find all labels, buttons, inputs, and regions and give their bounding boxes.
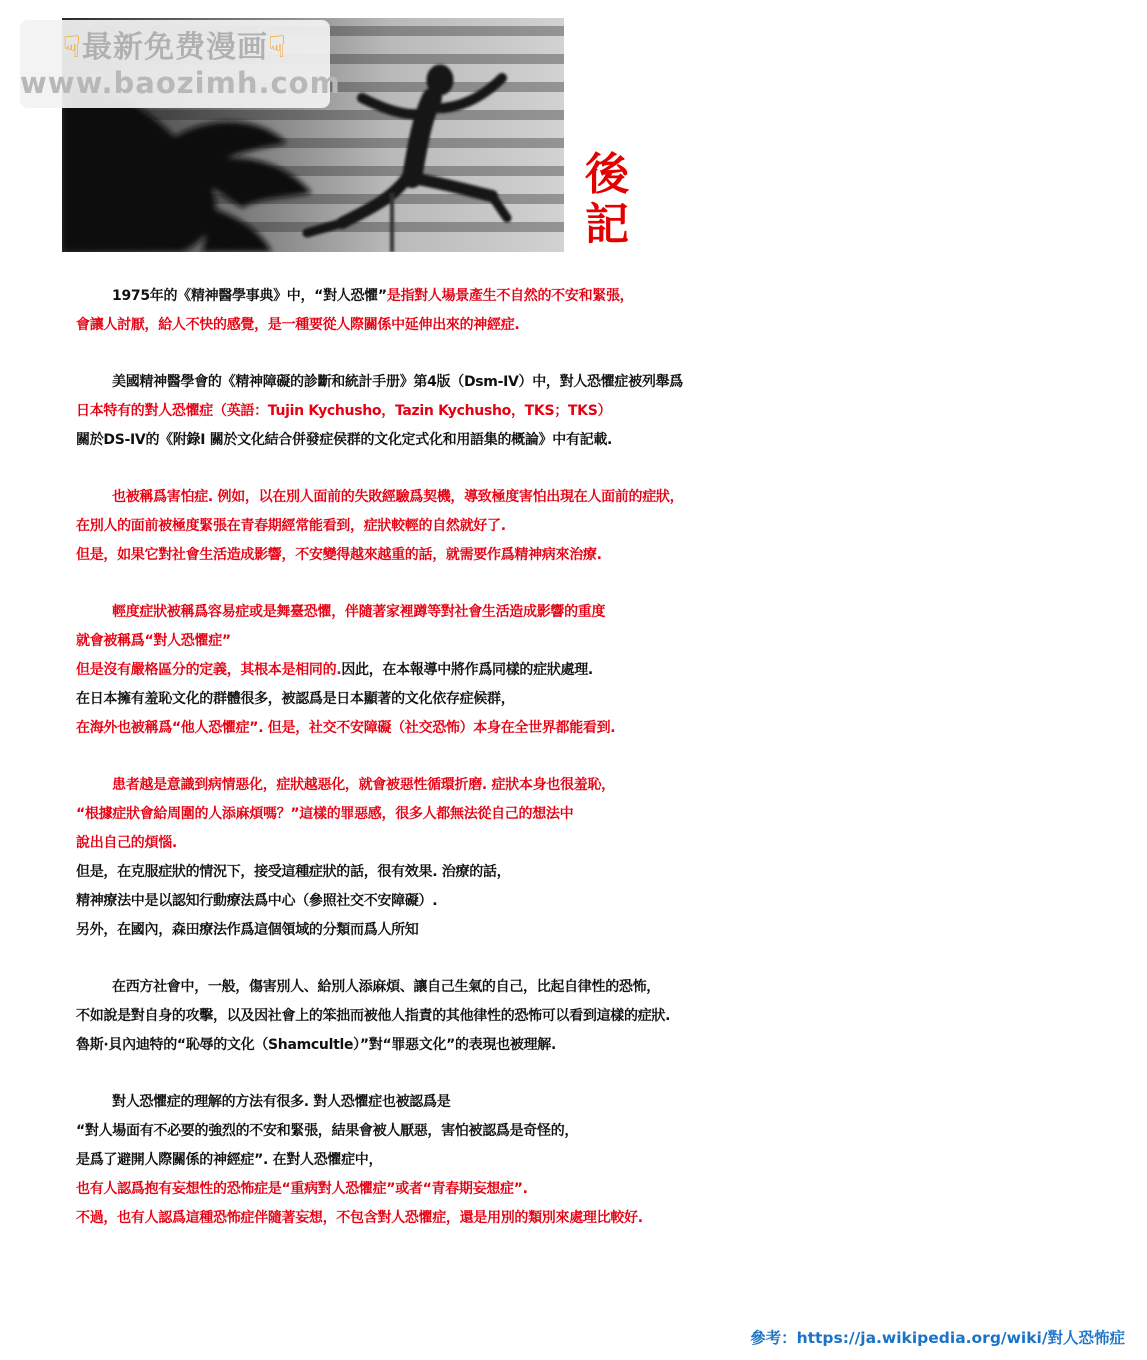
title-char-2: 記: [585, 199, 629, 250]
text-line: “對人場面有不必要的強烈的不安和緊張，結果會被人厭惡，害怕被認爲是奇怪的，: [76, 1123, 579, 1139]
title-char-1: 後: [585, 149, 629, 200]
text-line-emphasis: 輕度症狀被稱爲容易症或是舞臺恐懼，伴隨著家裡蹲等對社會生活造成影響的重度: [112, 604, 606, 620]
text-line: 對人恐懼症的理解的方法有很多. 對人恐懼症也被認爲是: [112, 1094, 451, 1110]
page-title: [580, 150, 634, 250]
text-line-emphasis: 會讓人討厭，給人不快的感覺，是一種要從人際關係中延伸出來的神經症.: [76, 317, 520, 333]
text-line-emphasis: 不過，也有人認爲這種恐怖症伴隨著妄想，不包含對人恐懼症，還是用別的類別來處理比較好.: [76, 1210, 643, 1226]
reference-link[interactable]: 參考：https://ja.wikipedia.org/wiki/對人恐怖症: [750, 1329, 1125, 1347]
paragraph-6: [76, 973, 1136, 1060]
paragraph-7: [76, 1088, 1136, 1233]
text-span-emphasis: 是指對人場景產生不自然的不安和緊張，: [386, 288, 634, 304]
paragraph-2: [76, 368, 1136, 455]
afterword-body: [76, 282, 1136, 1261]
text-line-emphasis: 在海外也被稱爲“他人恐懼症”. 但是，社交不安障礙（社交恐怖）本身在全世界都能看到.: [76, 720, 616, 736]
text-line: [76, 282, 1136, 311]
pointing-hand-icon: ☟: [268, 30, 288, 65]
text-line-emphasis: 但是，如果它對社會生活造成影響，不安變得越來越重的話，就需要作爲精神病來治療.: [76, 547, 602, 563]
text-line-emphasis: 在別人的面前被極度緊張在青春期經常能看到，症狀較輕的自然就好了.: [76, 518, 506, 534]
text-line-emphasis: 日本特有的對人恐懼症（英語：Tujin Kychusho，Tazin Kychusho，TKS；TKS）: [76, 403, 612, 419]
text-span-emphasis: 但是沒有嚴格區分的定義，其根本是相同的.: [76, 662, 342, 678]
paragraph-1: [76, 282, 1136, 340]
text-line: 但是，在克服症狀的情況下，接受這種症狀的話，很有效果. 治療的話，: [76, 864, 511, 880]
pointing-hand-icon: ☟: [62, 30, 82, 65]
text-line: 另外，在國內，森田療法作爲這個領域的分類而爲人所知: [76, 922, 419, 938]
text-line: 在西方社會中，一般，傷害別人、給別人添麻煩、讓自己生氣的自己，比起自律性的恐怖，: [112, 979, 660, 995]
text-line: 美國精神醫學會的《精神障礙的診斷和統計手册》第4版（Dsm-IV）中，對人恐懼症被列舉爲: [112, 374, 683, 390]
watermark-title-text: 最新免费漫画: [82, 30, 268, 65]
watermark-banner: [20, 20, 341, 108]
text-line: [76, 656, 1136, 685]
paragraph-5: [76, 771, 1136, 945]
paragraph-3: [76, 483, 1136, 570]
paragraph-4: [76, 598, 1136, 743]
text-span: 1975年的《精神醫學事典》中，“對人恐懼”: [112, 288, 387, 304]
watermark-title: [20, 30, 330, 66]
text-line-emphasis: 也有人認爲抱有妄想性的恐怖症是“重病對人恐懼症”或者“青春期妄想症”.: [76, 1181, 528, 1197]
text-line-emphasis: “根據症狀會給周圍的人添麻煩嗎？”這樣的罪惡感，很多人都無法從自己的想法中: [76, 806, 574, 822]
text-line: 在日本擁有羞恥文化的群體很多，被認爲是日本顯著的文化依存症候群，: [76, 691, 515, 707]
watermark-url: www.baozimh.com: [20, 66, 341, 100]
text-line-emphasis: 患者越是意識到病情惡化，症狀越惡化，就會被惡性循環折磨. 症狀本身也很羞恥，: [112, 777, 615, 793]
text-line-emphasis: 就會被稱爲“對人恐懼症”: [76, 633, 231, 649]
text-line: 不如說是對自身的攻擊，以及因社會上的笨拙而被他人指責的其他律性的恐怖可以看到這樣的症狀.: [76, 1008, 671, 1024]
text-line: 魯斯·貝內迪特的“恥辱的文化（Shamcultle）”對“罪惡文化”的表現也被理解.: [76, 1037, 556, 1053]
text-span: 因此，在本報導中將作爲同樣的症狀處理.: [341, 662, 593, 678]
text-line: 精神療法中是以認知行動療法爲中心（參照社交不安障礙）.: [76, 893, 438, 909]
text-line: 關於DS-IV的《附錄I 關於文化結合併發症侯群的文化定式化和用語集的概論》中有記載.: [76, 432, 613, 448]
text-line-emphasis: 也被稱爲害怕症. 例如，以在別人面前的失敗經驗爲契機，導致極度害怕出現在人面前的症狀，: [112, 489, 684, 505]
text-line: 是爲了避開人際關係的神經症”. 在對人恐懼症中，: [76, 1152, 383, 1168]
text-line-emphasis: 說出自己的煩惱.: [76, 835, 177, 851]
